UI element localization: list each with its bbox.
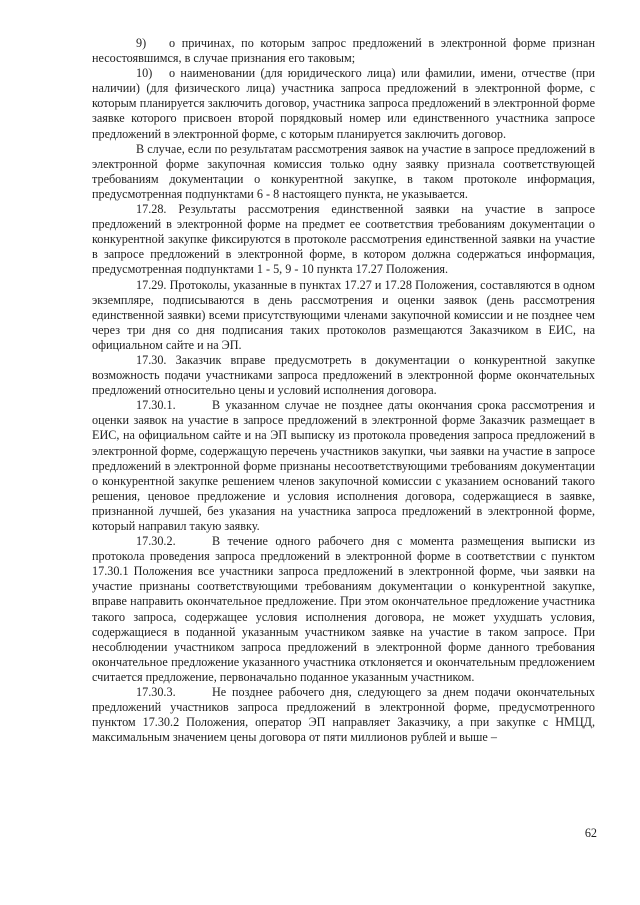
paragraph-text: В течение одного рабочего дня с момента размещения выписки из протокола проведения запроса предложений в электронной форме в соответствии с пунктом 17.30.1 Положения все участники запроса предложений в электронной форме, чьи заявки на участие признаны соответствующими требованиям документации о конкурентной закупке, вправе направить окончательное предложение. При этом окончательное предложение участника такого запроса, содержащее условия исполнения договора, не может ухудшать условия, содержащиеся в поданной указанным участником заявке на участие в таком запросе. При несоблюдении участником запроса предложений в электронной форме данного требования окончательное предложение указанного участника отклоняется и окончательным предложением считается предложение, первоначально поданное указанным участником. xyxy=(92,534,595,684)
paragraph-single-application-note xyxy=(92,142,595,202)
paragraph-text: Результаты рассмотрения единственной заявки на участие в запросе предложений в электронной форме на предмет ее соответствия требованиям документации о конкурентной закупке фиксируются в протоколе рассмотрения единственной заявки на участие в запросе предложений в электронной форме, в котором должна содержаться информация, предусмотренная подпунктами 1 - 5, 9 - 10 пункта 17.27 Положения. xyxy=(92,202,596,277)
paragraph-17-29 xyxy=(92,278,595,353)
paragraph-17-28 xyxy=(92,202,595,277)
paragraph-17-30 xyxy=(92,353,595,398)
paragraph-text: о причинах, по которым запрос предложений в электронной форме признан несостоявшимся, в случае признания его таковым; xyxy=(92,36,595,66)
clause-number: 17.30.3. xyxy=(136,685,176,700)
clause-number: 17.29. xyxy=(136,277,167,292)
paragraph-text: Протоколы, указанные в пунктах 17.27 и 17.28 Положения, составляются в одном экземпляре, подписываются в день рассмотрения и оценки заявок (день рассмотрения единственной заявки) всеми присутствующими членами закупочной комиссии и не позднее чем через три дня со дня подписания таких протоколов размещаются Заказчиком в ЕИС, на официальном сайте и на ЭП. xyxy=(92,277,595,352)
clause-number: 17.28. xyxy=(136,202,167,217)
paragraph-text: В случае, если по результатам рассмотрения заявок на участие в запросе предложений в электронной форме закупочная комиссия только одну заявку признала соответствующей требованиям документации о конкурентной закупке, в таком протоколе информация, предусмотренная подпунктами 6 - 8 настоящего пункта, не указывается. xyxy=(92,141,595,201)
paragraph-17-30-3 xyxy=(92,685,595,745)
paragraph-17-30-2 xyxy=(92,534,595,685)
document-body xyxy=(92,36,595,745)
page-number: 62 xyxy=(584,826,597,840)
paragraph-item-9 xyxy=(92,36,595,66)
paragraph-17-30-1 xyxy=(92,398,595,534)
item-number: 9) xyxy=(136,36,147,50)
paragraph-text: о наименовании (для юридического лица) или фамилии, имени, отчестве (при наличии) (для физического лица) участника запроса предложений в электронной форме, с которым планируется заключить договор, участника запроса предложений в электронной форме заявке которого присвоен второй порядковый номер или единственного участника запросе предложений в электронной форме, с которым планируется заключить договор. xyxy=(92,66,595,141)
clause-number: 17.30.1. xyxy=(136,398,176,413)
item-number: 10) xyxy=(136,66,153,81)
clause-number: 17.30. xyxy=(136,352,167,367)
paragraph-text: В указанном случае не позднее даты окончания срока рассмотрения и оценки заявок на участие в запросе предложений в электронной форме Заказчик размещает в ЕИС, на официальном сайте и на ЭП выписку из протокола проведения запроса предложений в электронной форме, содержащую перечень участников закупки, чьи заявки на участие в запросе предложений в электронной форме признаны несоответствующими требованиям документации о конкурентной закупке решением членов закупочной комиссии с указанием оснований такого решения, ценовое предложение и условия исполнения договора, содержащиеся в заявке, признанной лучшей, без указания на участника запроса предложений в электронной форме, который направил такую заявку. xyxy=(92,398,595,533)
paragraph-text: Не позднее рабочего дня, следующего за днем подачи окончательных предложений участников запроса предложений в электронной форме, предусмотренного пунктом 17.30.2 Положения, оператор ЭП направляет Заказчику, а при закупке с НМЦД, максимальным значением цены договора от пяти миллионов рублей и выше – xyxy=(92,685,595,745)
paragraph-item-10 xyxy=(92,66,595,141)
clause-number: 17.30.2. xyxy=(136,534,176,549)
paragraph-text: Заказчик вправе предусмотреть в документации о конкурентной закупке возможность подачи участниками запроса предложений в электронной форме окончательных предложений относительно цены и условий исполнения договора. xyxy=(92,352,595,398)
